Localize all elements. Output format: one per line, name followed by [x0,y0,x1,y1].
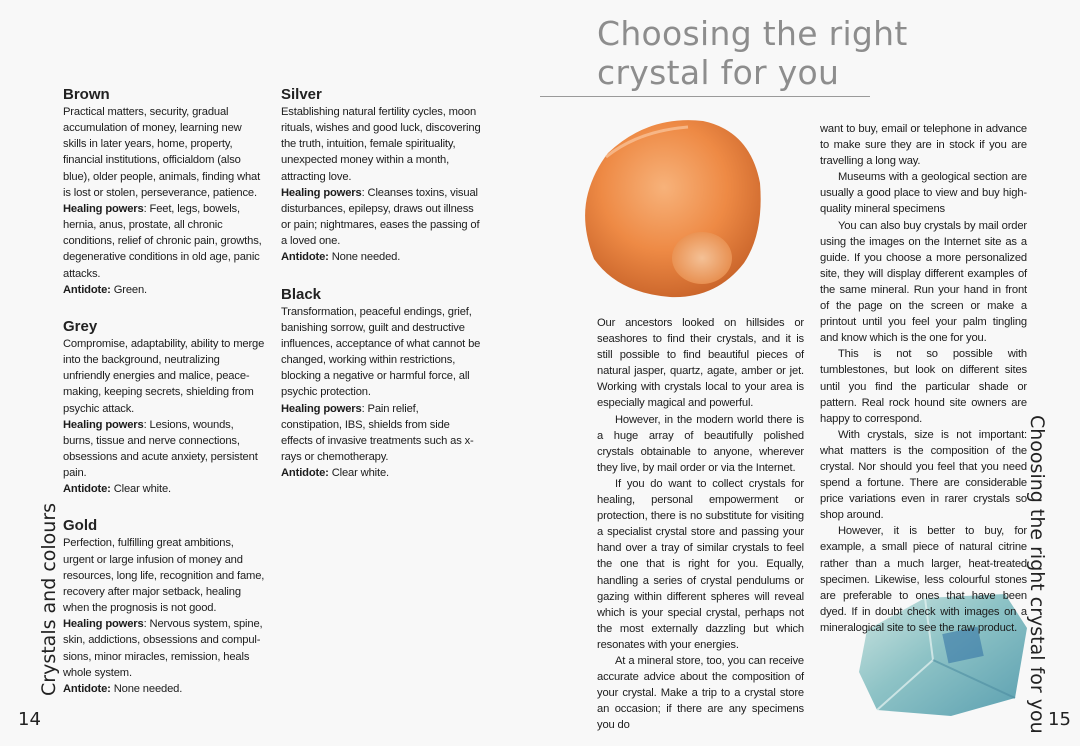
page-number-right: 15 [1048,709,1071,730]
body-paragraph: However, in the modern world there is a huge array of beautifully polished crystals obtainable to anyone, wherever they live, by mail order or via the Internet. [597,413,804,474]
body-paragraph: This is not so possible with tumblestones, but look on different sites until you find the particular shade or pattern. Real rock hound site owners are happy to correspond. [820,348,1027,425]
colour-entry-silver [281,86,481,266]
colour-entry-black [281,286,481,482]
left-column-1 [63,86,265,717]
right-running-title-text: Choosing the right crystal for you [1026,415,1048,734]
entry-heading: Brown [63,86,110,103]
colour-entry-brown [63,86,265,298]
right-column-2 [820,121,1027,636]
right-column-1 [597,315,804,733]
colour-entry-grey [63,318,265,498]
page-number-left: 14 [18,709,41,730]
entry-heading: Silver [281,86,322,103]
entry-text: Practical matters, security, gradual accumulation of money, learning new skills in later years, home, property, financial institutions, officialdom (also blue), older people, animals, finding what is lost or stolen, perseverance, patience. Healing powers: Feet, legs, bowels, hernia, anus, prostate, all chronic conditions, relief of chronic pain, growths, degenerative conditions in old age, panic attacks. Antidote: Green. [63,106,262,296]
orange-selenite-crystal-image [578,113,770,309]
body-paragraph: At a mineral store, too, you can receive accurate advice about the composition of your crystal. Make a trip to a crystal store an occasion; if there are any specimens you do [597,654,804,732]
entry-heading: Gold [63,517,98,535]
body-paragraph: want to buy, email or telephone in advance to make sure they are in stock if you are travelling a long way. [820,123,1027,168]
entry-heading: Black [281,285,322,303]
entry-text: Compromise, adaptability, ability to merge into the background, neutralizing unfriendly energies and malice, peace-making, keeping secrets, shielding from psychic attack. Healing powers: Lesions, wounds, burns, tissue and nerve connections, obsessions and acute anxiety, persistent pain. Antidote: Clear white. [63,337,265,496]
body-paragraph: Our ancestors looked on hillsides or seashores to find their crystals, and it is still possible to find beautiful pieces of natural jasper, quartz, agate, amber or jet. Working with crystals local to your area is especially magical and powerful. [597,317,804,410]
body-paragraph: If you do want to collect crystals for healing, personal empowerment or protection, there is no substitute for visiting a specialist crystal store and passing your hand over a tray of similar crystals to feel the one that is right for you. Equally, handling a series of crystal pendulums or gazing within different spheres will reveal which is your special crystal, perhaps not the most externally dazzling but which resonates with your energies. [597,477,804,651]
left-running-title [14,502,60,700]
entry-text: Perfection, fulfilling great ambitions, urgent or large infusion of money and resources, long life, recognition and fame, recovery after major setback, healing when the prognosis is not good. Healing powers: Nervous system, spine, skin, addictions, obsessions and compul-sions, minor miracles, remission, heals whole system. Antidote: None needed. [63,537,265,695]
left-running-title-text: Crystals and colours [38,502,60,696]
body-paragraph: However, it is better to buy, for example, a small piece of natural citrine rather than a much larger, heat-treated specimen. Likewise, less colourful stones are preferable to ones that have been dyed. If in doubt check with images on a mineralogical site to see the raw product. [820,525,1027,634]
body-paragraph: With crystals, size is not important: what matters is the composition of the crystal. Nor should you feel that you need spend a fortune. There are considerable price variations even in rarer crystals so shop around. [820,428,1027,522]
body-paragraph: You can also buy crystals by mail order using the images on the Internet site as a guide. If you choose a more personalized site, they will display different examples of the same mineral. Run your hand in front of the page on the screen or make a printout until you feel your palm tingling and know which is the one for you. [820,219,1027,345]
colour-entry-gold [63,517,265,697]
chapter-title-line-2: crystal for you [597,53,840,92]
title-rule [540,96,870,97]
body-paragraph: Museums with a geological section are usually a good place to view and buy high-quality mineral specimens [820,171,1027,216]
entry-text: Establishing natural fertility cycles, moon rituals, wishes and good luck, discovering the truth, intuition, female spirituality, unexpected money within a month, attracting love. Healing powers: Cleanses toxins, visual disturbances, epilepsy, draws out illness or pain; nightmares, eases the passing of a loved one. Antidote: None needed. [281,106,481,264]
chapter-title-line-1: Choosing the right [597,14,908,53]
entry-heading: Grey [63,317,98,335]
left-column-2 [281,86,481,501]
entry-text: Transformation, peaceful endings, grief, banishing sorrow, guilt and destructive influences, acceptance of what cannot be changed, working within restrictions, blocking a negative or harmful force, all psychic protection. Healing powers: Pain relief, constipation, IBS, shields from side effects of invasive treatments such as x-rays or chemotherapy. Antidote: Clear white. [281,305,481,480]
